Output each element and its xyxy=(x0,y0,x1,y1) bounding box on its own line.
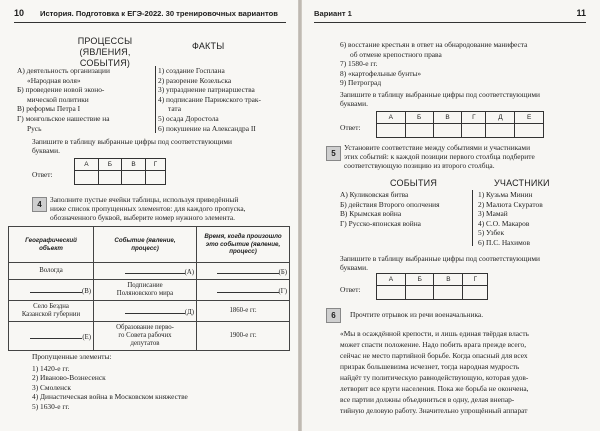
answer-cell[interactable] xyxy=(434,286,463,300)
table-row xyxy=(9,322,290,351)
left-page-header xyxy=(14,7,286,23)
q3-answer-table xyxy=(74,158,166,185)
answer-cell[interactable] xyxy=(145,171,165,185)
list-item: 3) упразднение патриаршества xyxy=(158,85,255,95)
table-cell xyxy=(94,280,197,301)
instruction-line: буквами. xyxy=(340,263,368,273)
answer-letter: Г xyxy=(462,112,486,124)
list-item: 1) Кузьма Минин xyxy=(478,190,533,199)
answer-letter: Б xyxy=(98,159,121,171)
q5-text-line: соответствующую позицию из второго столбца. xyxy=(344,161,495,171)
q5-col2-title: УЧАСТНИКИ xyxy=(494,178,550,188)
right-page-header xyxy=(314,7,586,23)
right-page xyxy=(302,0,600,431)
answer-cell[interactable] xyxy=(122,171,146,185)
instruction-line: буквами. xyxy=(340,99,368,109)
list-item: А) Куликовская битва xyxy=(340,190,409,199)
answer-cell[interactable] xyxy=(405,124,433,138)
quote-line: «Мы в осаждённой крепости, и лишь единая твёрдая власть xyxy=(340,329,529,338)
table-header xyxy=(9,227,94,263)
q4-answer-table xyxy=(376,111,544,138)
page-number: 10 xyxy=(14,8,25,18)
quote-line: может спасти положение. Надо побить врага прежде всего, xyxy=(340,340,527,349)
table-cell-line: Подписание xyxy=(127,282,163,289)
answer-letter: Б xyxy=(405,274,434,286)
list-item: В) Крымская война xyxy=(340,209,402,219)
list-item: Б) проведение новой эконо- xyxy=(17,85,105,95)
list-item: 6) восстание крестьян в ответ на обнародование манифеста xyxy=(340,40,528,49)
q6-quote xyxy=(340,328,529,416)
instruction-line: буквами. xyxy=(32,146,60,156)
table-header-line: Событие (явление, xyxy=(114,237,176,244)
q3-col1-list xyxy=(17,66,156,133)
table-cell-line: Казанской губернии xyxy=(21,311,81,318)
table-row xyxy=(9,263,290,280)
answer-label: Ответ: xyxy=(340,285,361,294)
list-item: 3) Мамай xyxy=(478,209,508,219)
list-item: Г) Русско-японская война xyxy=(340,218,421,228)
q4-text-line: Заполните пустые ячейки таблицы, используя приведённый xyxy=(50,195,239,204)
answer-letter: А xyxy=(377,112,406,124)
list-item: 9) Петроград xyxy=(340,78,382,88)
instruction-line: Запишите в таблицу выбранные цифры под соответствующими xyxy=(32,137,232,146)
table-cell-line: го Совета рабочих xyxy=(118,332,172,339)
answer-cell[interactable] xyxy=(377,286,406,300)
missing-elements-title: Пропущенные элементы: xyxy=(32,352,112,361)
table-cell-line: Село Бездна xyxy=(33,303,69,310)
table-row xyxy=(9,301,290,322)
q4-fill-table xyxy=(8,226,290,351)
q5-col1-list xyxy=(340,190,473,246)
task-number-badge: 4 xyxy=(32,197,47,212)
q4-text-line: обозначенного буквой, выберите номер нужного элемента. xyxy=(50,213,236,223)
list-item: 4) Династическая война в Московском княжестве xyxy=(32,392,188,402)
table-cell-blank[interactable] xyxy=(94,263,197,280)
blank-marker: (А) xyxy=(184,268,194,276)
blank-marker: (Б) xyxy=(278,268,287,276)
table-header-line: Время, когда произошло xyxy=(204,233,282,241)
answer-letter: А xyxy=(377,274,406,286)
list-item: 2) разорение Козельска xyxy=(158,75,232,85)
list-item: Б) действия Второго ополчения xyxy=(340,199,440,209)
table-cell-blank[interactable] xyxy=(9,280,94,301)
table-cell-blank[interactable] xyxy=(197,263,290,280)
list-item: 8) «картофельные бунты» xyxy=(340,68,422,78)
answer-letter: Г xyxy=(145,159,165,171)
q4-text-line: ниже список пропущенных элементов: для каждого пропуска, xyxy=(50,204,246,214)
answer-label: Ответ: xyxy=(340,123,361,132)
answer-letter: Г xyxy=(463,274,488,286)
list-item: 7) 1580-е гг. xyxy=(340,59,378,69)
list-item: Г) монгольское нашествие на xyxy=(17,113,110,123)
missing-elements-list xyxy=(32,364,188,411)
q5-text-line: этих событий: к каждой позиции первого столбца подберите xyxy=(344,152,535,162)
q5-col2-list xyxy=(478,190,543,248)
blank-marker: (В) xyxy=(81,287,91,295)
list-item: 4) С.О. Макаров xyxy=(478,218,530,228)
answer-letter: Д xyxy=(486,112,515,124)
q5-col1-title: СОБЫТИЯ xyxy=(390,178,438,188)
answer-cell[interactable] xyxy=(405,286,434,300)
answer-cell[interactable] xyxy=(463,286,488,300)
list-item: 1) 1420-е гг. xyxy=(32,364,70,373)
table-header-line: процесс) xyxy=(131,244,159,252)
list-item: 6) покушение на Александра II xyxy=(158,123,256,133)
list-item: 5) осада Доростола xyxy=(158,113,219,123)
table-row xyxy=(9,280,290,301)
answer-cell[interactable] xyxy=(486,124,515,138)
table-header xyxy=(197,227,290,263)
list-item: 5) 1630-е гг. xyxy=(32,401,70,411)
table-header-line: процесс) xyxy=(229,248,257,256)
q5-answer-table xyxy=(376,273,488,300)
answer-cell[interactable] xyxy=(515,124,544,138)
instruction-line: Запишите в таблицу выбранные цифры под соответствующими xyxy=(340,90,540,99)
list-item: тата xyxy=(168,104,182,114)
table-header-line: Географический xyxy=(25,237,77,244)
answer-letter: А xyxy=(75,159,99,171)
table-cell xyxy=(9,301,94,322)
table-cell-blank[interactable] xyxy=(9,322,94,351)
instruction-line: Запишите в таблицу выбранные цифры под соответствующими xyxy=(340,254,540,263)
quote-line: найдёт ту политическую равнодействующую, которая удов- xyxy=(340,373,529,382)
list-item: А) деятельность организации xyxy=(17,66,110,75)
q3-col1-title-line: (ЯВЛЕНИЯ, СОБЫТИЯ) xyxy=(79,47,131,68)
blank-marker: (Д) xyxy=(184,308,194,316)
answer-cell[interactable] xyxy=(75,171,99,185)
answer-letter: В xyxy=(434,274,463,286)
list-item: «Народная воля» xyxy=(27,75,81,85)
running-title: История. Подготовка к ЕГЭ-2022. 30 тренировочных вариантов xyxy=(40,9,278,18)
quote-line: сейчас не место партийной борьбе. Когда опасный для всех xyxy=(340,351,528,360)
answer-cell[interactable] xyxy=(433,124,462,138)
q4-instruction xyxy=(340,90,540,108)
table-cell xyxy=(94,322,197,351)
list-item: В) реформы Петра I xyxy=(17,104,81,114)
list-item: мической политики xyxy=(27,94,89,104)
q4-text xyxy=(50,195,245,223)
q5-text xyxy=(344,143,535,171)
table-header-line: объект xyxy=(39,244,63,252)
q3-col2-list xyxy=(158,66,261,133)
table-header-line: это событие (явление, xyxy=(205,240,281,248)
table-cell-line: депутатов xyxy=(130,340,160,347)
q5-text-line: Установите соответствие между событиями и участниками xyxy=(344,143,531,152)
answer-cell[interactable] xyxy=(98,171,121,185)
blank-marker: (Г) xyxy=(278,287,287,295)
list-item: 2) Малюта Скуратов xyxy=(478,199,543,209)
table-cell-blank[interactable] xyxy=(94,301,197,322)
table-header xyxy=(94,227,197,263)
list-item: об отмене крепостного права xyxy=(350,49,442,59)
page-number: 11 xyxy=(576,8,586,18)
q5-instruction xyxy=(340,254,540,272)
answer-letter: Б xyxy=(405,112,433,124)
q6-heading: Прочтите отрывок из речи военачальника. xyxy=(350,310,484,319)
q3-instruction xyxy=(32,137,232,155)
running-title: Вариант 1 xyxy=(314,9,352,18)
continued-missing-list xyxy=(340,40,527,88)
quote-line: все партии должны объединиться в одну, делая внепар- xyxy=(340,395,515,404)
table-cell-blank[interactable] xyxy=(197,280,290,301)
table-cell-line: Образование перво- xyxy=(116,324,174,331)
table-cell: 1860-е гг. xyxy=(197,301,290,322)
list-item: 3) Смоленск xyxy=(32,382,72,392)
q3-col2-title: ФАКТЫ xyxy=(192,41,225,51)
answer-label: Ответ: xyxy=(32,170,53,179)
list-item: 1) создание Госплана xyxy=(158,66,225,75)
answer-cell[interactable] xyxy=(377,124,406,138)
list-item: 6) П.С. Нахимов xyxy=(478,237,530,247)
left-page xyxy=(0,0,298,431)
table-cell-line: Поляновского мира xyxy=(116,290,174,297)
quote-line: летворит все круги населения. Пока же борьба не окончена, xyxy=(340,384,529,393)
task-number-badge: 5 xyxy=(326,146,341,161)
table-cell: Вологда xyxy=(9,263,94,280)
quote-line: тийную деловую работу. Значительно упрощённый аппарат xyxy=(340,406,528,415)
list-item: 2) Иваново-Вознесенск xyxy=(32,373,106,383)
answer-cell[interactable] xyxy=(462,124,486,138)
answer-letter: Е xyxy=(515,112,544,124)
answer-letter: В xyxy=(122,159,146,171)
q3-col1-title xyxy=(66,36,144,69)
q3-col1-title-line: ПРОЦЕССЫ xyxy=(77,36,133,46)
blank-marker: (Е) xyxy=(82,333,91,341)
list-item: Русь xyxy=(27,123,42,133)
list-item: 4) подписание Парижского трак- xyxy=(158,94,261,104)
task-number-badge: 6 xyxy=(326,308,341,323)
quote-line: призрак большевизма исчезнет, тогда народная мудрость xyxy=(340,362,520,371)
table-cell: 1900-е гг. xyxy=(197,322,290,351)
list-item: 5) Узбек xyxy=(478,228,505,238)
answer-letter: В xyxy=(433,112,462,124)
